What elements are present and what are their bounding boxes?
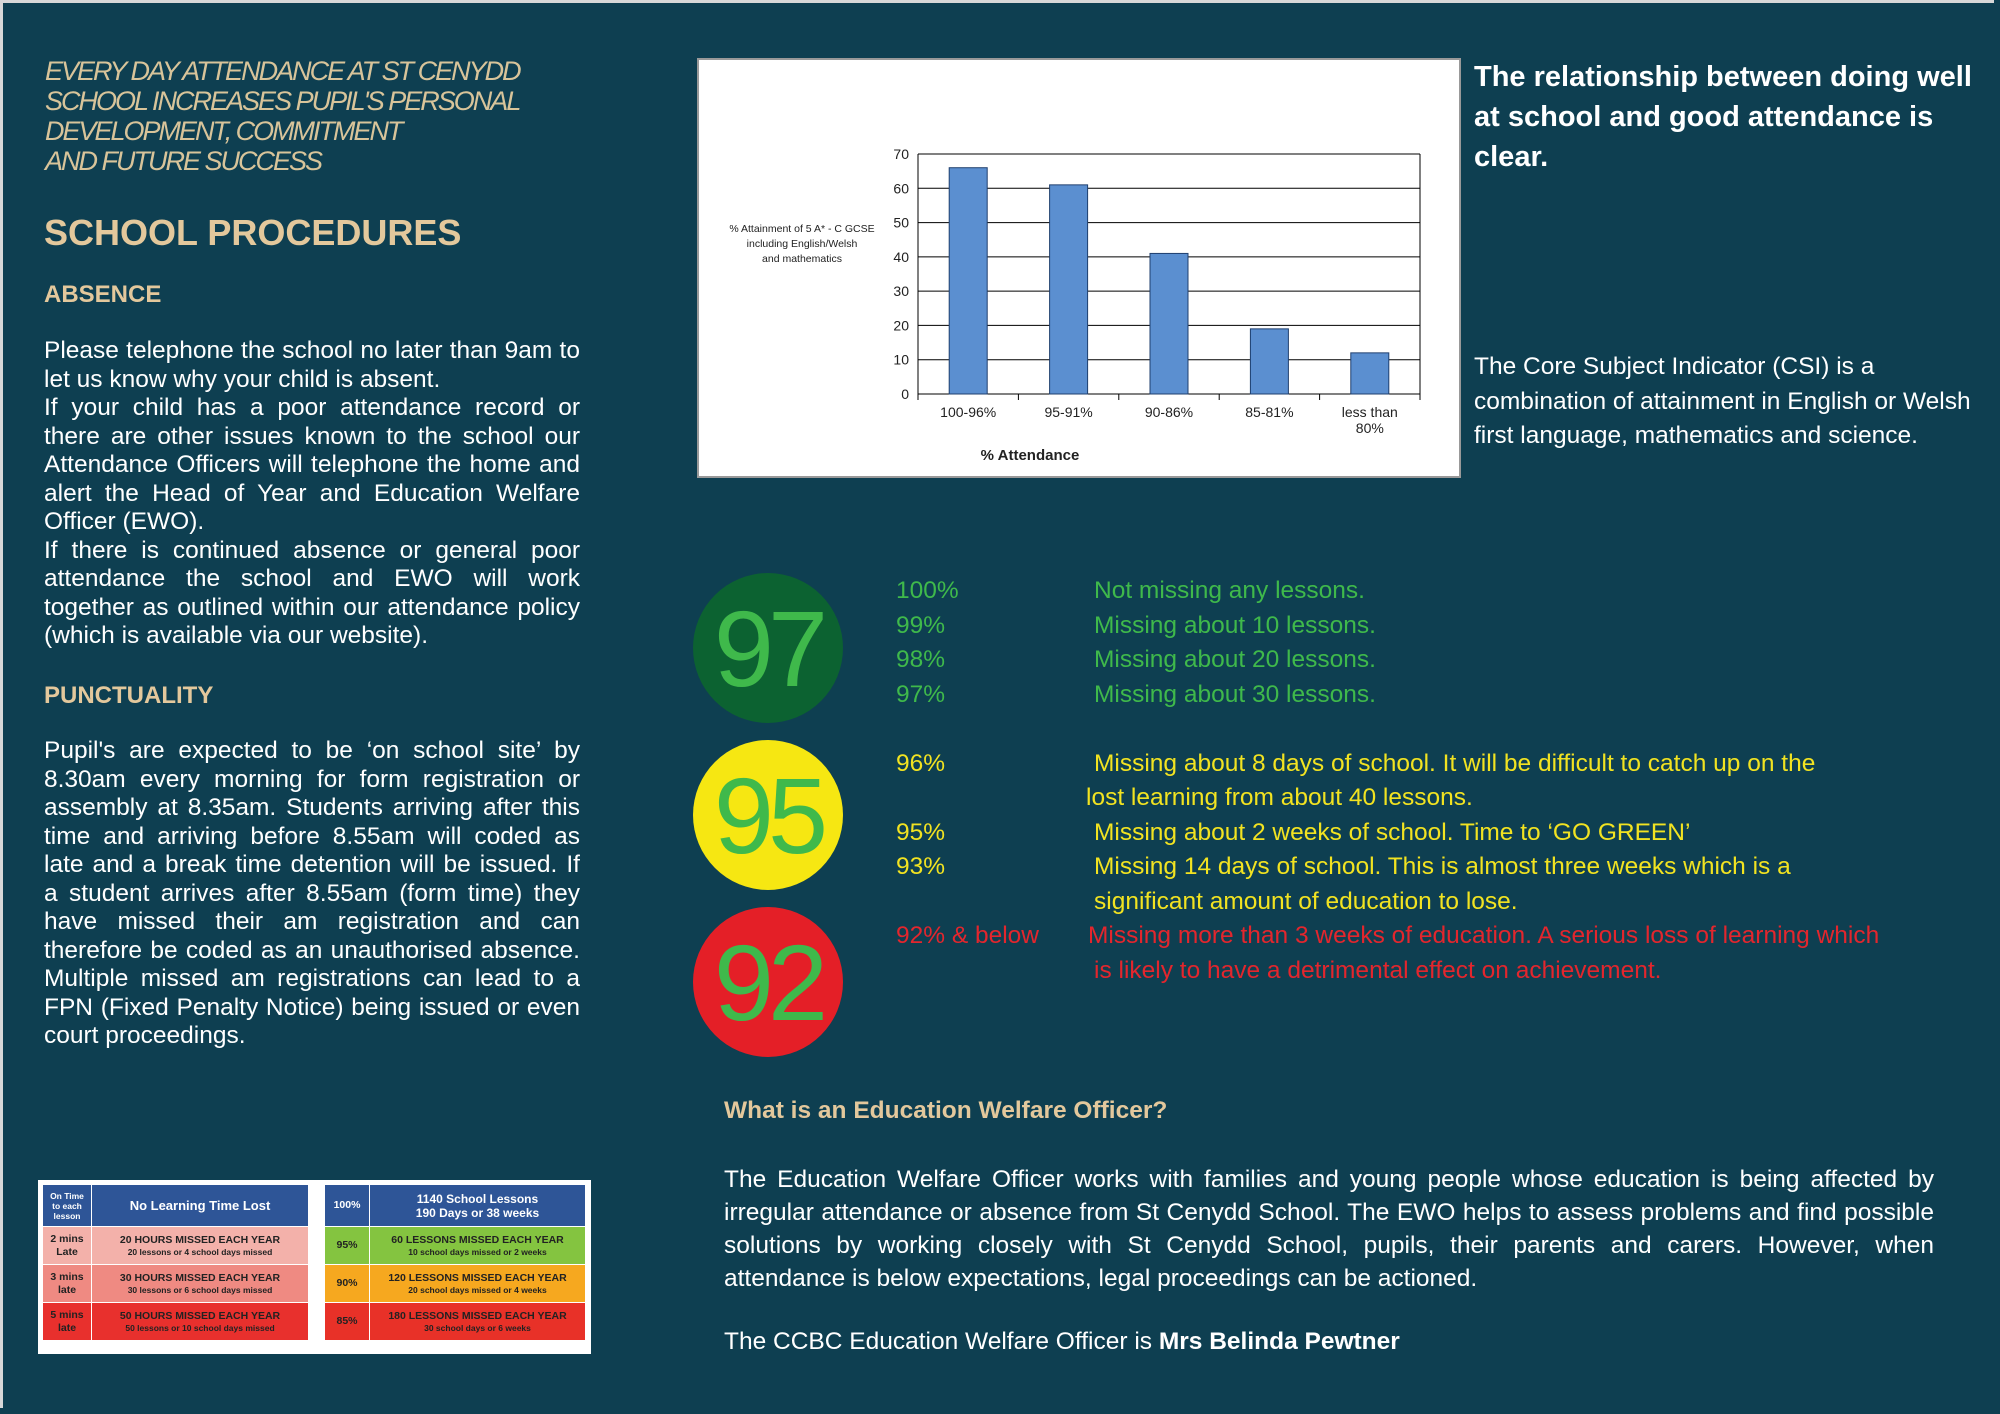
table-row: 5 mins late 50 HOURS MISSED EACH YEAR 50 lessons or 10 school days missed (43, 1303, 309, 1341)
x-axis-label: % Attendance (980, 447, 1080, 464)
x-tick-label: 80% (1355, 420, 1384, 436)
table-row: 90% 120 LESSONS MISSED EACH YEAR 20 school days missed or 4 weeks (325, 1265, 586, 1303)
table-header-cell: 1140 School Lessons 190 Days or 38 weeks (370, 1185, 586, 1227)
chart-bar (1150, 253, 1188, 394)
y-tick-label: 70 (893, 146, 909, 162)
band-desc: Missing about 30 lessons. (1094, 680, 1376, 708)
band-row (896, 816, 1986, 851)
band-desc: Missing more than 3 weeks of education. A serious loss of learning which (1088, 922, 1880, 949)
absence-paragraph: Please telephone the school no later than 9am to let us know why your child is absent. (44, 337, 580, 393)
y-tick-label: 10 (893, 351, 909, 368)
slogan-line: SCHOOL INCREASES PUPIL'S PERSONAL (45, 86, 520, 116)
band-desc: Missing about 20 lessons. (1094, 646, 1376, 673)
y-axis-label: % Attainment of 5 A* - C GCSE (729, 223, 875, 235)
ewo-paragraph: The Education Welfare Officer works with families and young people whose education is being affected by irregular attendance or absence from St Cenydd School. The EWO helps to assess problems and find possible solutions by working closely with St Cenydd School, pupils, their parents and carers. However, when attendance is below expectations, legal proceedings can be actioned. (724, 1166, 1934, 1292)
punctuality-text (44, 737, 580, 1051)
ewo-name: Mrs Belinda Pewtner (1158, 1328, 1400, 1355)
chart-bar (1351, 353, 1389, 394)
y-axis-label: including English/Welsh (746, 238, 858, 250)
band-pct: 100% (896, 577, 959, 604)
slogan-line: EVERY DAY ATTENDANCE AT ST CENYDD (45, 56, 520, 86)
band-row (896, 643, 1986, 678)
circle-yellow: 95 (693, 740, 843, 890)
x-tick-label: 85-81% (1245, 404, 1294, 420)
band-row (896, 678, 1986, 713)
band-row (896, 609, 1986, 644)
circle-green: 97 (693, 573, 843, 723)
slogan-line: DEVELOPMENT, COMMITMENT (45, 116, 402, 146)
band-desc: Missing about 8 days of school. It will be difficult to catch up on the (1094, 749, 1816, 777)
band-row (896, 885, 1986, 920)
attendance-chart (697, 58, 1461, 478)
absence-heading: ABSENCE (44, 281, 162, 308)
band-row (896, 954, 1986, 989)
table-header-cell: No Learning Time Lost (92, 1185, 309, 1227)
x-tick-label: 100-96% (940, 404, 997, 420)
x-tick-label: less than (1341, 404, 1398, 420)
attendance-table (324, 1184, 586, 1341)
band-row (896, 919, 1986, 954)
attendance-bands (896, 574, 1986, 988)
band-desc-cont: is likely to have a detrimental effect on achievement. (1094, 956, 1662, 984)
ewo-name-prefix: The CCBC Education Welfare Officer is (724, 1328, 1159, 1355)
y-axis-label: and mathematics (762, 253, 842, 265)
procedures-title: SCHOOL PROCEDURES (44, 212, 462, 253)
band-pct: 95% (896, 818, 946, 846)
table-row: 2 mins Late 20 HOURS MISSED EACH YEAR 20 lessons or 4 school days missed (43, 1227, 309, 1265)
y-tick-label: 60 (893, 180, 909, 197)
band-pct: 96% (896, 749, 946, 777)
punctuality-paragraph: Pupil's are expected to be ‘on school site’ by 8.30am every morning for form registration or assembly at 8.35am. Students arriving after this time and arriving before 8.55am will coded as late and a break time detention will be issued. If a student arrives after 8.55am (form time) they have missed their am registration and can therefore be coded as an unauthorised absence. Multiple missed am registrations can lead to a FPN (Fixed Penalty Notice) being issued or even court proceedings. (44, 737, 580, 1049)
chart-bar (949, 168, 987, 394)
punctuality-heading: PUNCTUALITY (44, 682, 214, 709)
y-tick-label: 20 (893, 317, 909, 334)
band-pct: 97% (896, 680, 946, 708)
absence-paragraph: If there is continued absence or general poor attendance the school and EWO will work together as outlined within our attendance policy (which is available via our website). (44, 536, 580, 649)
band-desc: Missing about 2 weeks of school. Time to ‘GO GREEN’ (1094, 818, 1691, 846)
band-row (896, 574, 1986, 609)
ewo-name-line (724, 1328, 1400, 1356)
x-tick-label: 95-91% (1044, 404, 1093, 420)
chart-bar (1050, 185, 1088, 394)
relationship-title: The relationship between doing well at school and good attendance is clear. (1474, 61, 1972, 173)
table-row: 95% 60 LESSONS MISSED EACH YEAR 10 school days missed or 2 weeks (325, 1227, 586, 1265)
band-desc-cont: significant amount of education to lose. (1094, 887, 1518, 915)
band-row (896, 747, 1986, 782)
absence-text (44, 337, 580, 651)
x-tick-label: 90-86% (1144, 404, 1194, 420)
band-desc: Missing 14 days of school. This is almost three weeks which is a (1094, 853, 1791, 880)
slogan (45, 56, 605, 176)
slogan-line: AND FUTURE SUCCESS (45, 146, 322, 176)
table-header-cell: On Time to each lesson (43, 1185, 92, 1227)
y-tick-label: 40 (893, 248, 909, 265)
table-header-cell: 100% (325, 1185, 370, 1227)
ewo-heading: What is an Education Welfare Officer? (724, 1097, 1168, 1124)
band-pct: 93% (896, 853, 946, 880)
y-tick-label: 30 (893, 283, 909, 300)
absence-paragraph: If your child has a poor attendance record or there are other issues known to the school our Attendance Officers will telephone the home and alert the Head of Year and Education Welfare Officer (EWO). (44, 394, 580, 535)
chart-svg (699, 60, 1459, 476)
band-row (896, 850, 1986, 885)
band-pct: 92% & below (896, 922, 1040, 949)
band-pct: 99% (896, 611, 946, 639)
y-tick-label: 0 (901, 386, 909, 402)
csi-text: The Core Subject Indicator (CSI) is a combination of attainment in English or Welsh first language, mathematics and science. (1474, 353, 1971, 449)
band-desc: Not missing any lessons. (1094, 577, 1365, 604)
circle-red: 92 (693, 907, 843, 1057)
table-row: 85% 180 LESSONS MISSED EACH YEAR 30 school days or 6 weeks (325, 1303, 586, 1341)
band-row (896, 781, 1986, 816)
band-desc: Missing about 10 lessons. (1094, 611, 1376, 639)
band-desc-cont: lost learning from about 40 lessons. (1086, 784, 1473, 811)
lateness-table (42, 1184, 309, 1341)
lateness-tables (38, 1180, 591, 1354)
y-tick-label: 50 (893, 214, 909, 231)
table-row: 3 mins late 30 HOURS MISSED EACH YEAR 30 lessons or 6 school days missed (43, 1265, 309, 1303)
band-pct: 98% (896, 646, 946, 673)
chart-bar (1250, 329, 1288, 394)
